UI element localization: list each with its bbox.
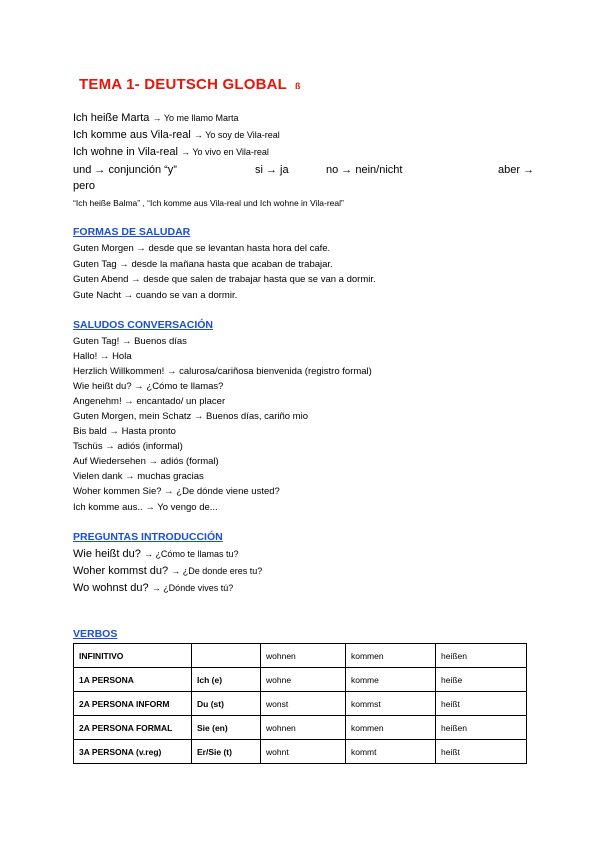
example-line: “Ich heiße Balma” , “Ich komme aus Vila-real und Ich wohne in Vila-real” bbox=[73, 198, 344, 208]
table-cell: wonst bbox=[261, 692, 346, 716]
table-cell: 1A PERSONA bbox=[74, 668, 192, 692]
table-cell: 2A PERSONA FORMAL bbox=[74, 716, 192, 740]
list-item: Auf Wiedersehen → adiós (formal) bbox=[73, 456, 219, 467]
intro-line: Ich heiße Marta → Yo me llamo Marta bbox=[73, 112, 239, 124]
table-row bbox=[74, 692, 527, 716]
table-cell: heißt bbox=[436, 692, 527, 716]
list-item: Wie heißt du? → ¿Cómo te llamas tu? bbox=[73, 548, 239, 560]
table-cell: Du (st) bbox=[192, 692, 261, 716]
list-item: Guten Morgen → desde que se levantan hasta hora del cafe. bbox=[73, 243, 331, 254]
list-item: Guten Tag! → Buenos días bbox=[73, 336, 187, 347]
table-cell: komme bbox=[346, 668, 436, 692]
list-item: Guten Abend → desde que salen de trabajar hasta que se van a dormir. bbox=[73, 274, 376, 285]
list-item: Bis bald → Hasta pronto bbox=[73, 426, 176, 437]
list-item: Woher kommen Sie? → ¿De dónde viene usted? bbox=[73, 486, 280, 497]
table-cell: Sie (en) bbox=[192, 716, 261, 740]
table-row bbox=[74, 668, 527, 692]
list-item: Herzlich Willkommen! → calurosa/cariñosa bienvenida (registro formal) bbox=[73, 366, 372, 377]
intro-line: Ich wohne in Vila-real → Yo vivo en Vila-real bbox=[73, 146, 269, 158]
section-heading-preguntas: PREGUNTAS INTRODUCCIÓN bbox=[73, 531, 223, 543]
table-cell: heißen bbox=[436, 716, 527, 740]
list-item: Ich komme aus.. → Yo vengo de... bbox=[73, 502, 218, 513]
section-heading-saludos: SALUDOS CONVERSACIÓN bbox=[73, 319, 214, 331]
table-cell: kommst bbox=[346, 692, 436, 716]
connector-und: und → conjunción “y” bbox=[73, 164, 177, 176]
list-item: Woher kommst du? → ¿De donde eres tu? bbox=[73, 565, 263, 577]
table-cell: wohnen bbox=[261, 644, 346, 668]
table-cell: wohnt bbox=[261, 740, 346, 764]
table-row bbox=[74, 644, 527, 668]
list-item: Guten Tag → desde la mañana hasta que acaban de trabajar. bbox=[73, 259, 333, 270]
table-cell: heißt bbox=[436, 740, 527, 764]
section-heading-formas: FORMAS DE SALUDAR bbox=[73, 226, 191, 238]
table-cell: kommen bbox=[346, 644, 436, 668]
table-cell: 2A PERSONA INFORM bbox=[74, 692, 192, 716]
table-cell: kommen bbox=[346, 716, 436, 740]
list-item: Hallo! → Hola bbox=[73, 351, 132, 362]
list-item: Wie heißt du? → ¿Cómo te llamas? bbox=[73, 381, 224, 392]
page-title bbox=[79, 76, 301, 93]
list-item: Tschüs → adiós (informal) bbox=[73, 441, 183, 452]
table-cell: wohnen bbox=[261, 716, 346, 740]
table-cell: heiße bbox=[436, 668, 527, 692]
table-cell bbox=[192, 644, 261, 668]
title-symbol: ß bbox=[295, 81, 301, 91]
connector-pero: pero bbox=[73, 180, 96, 192]
list-item: Gute Nacht → cuando se van a dormir. bbox=[73, 290, 238, 301]
section-heading-verbos: VERBOS bbox=[73, 628, 118, 640]
verbs-table bbox=[73, 643, 527, 764]
table-row bbox=[74, 740, 527, 764]
table-cell: heißen bbox=[436, 644, 527, 668]
table-row bbox=[74, 716, 527, 740]
list-item: Guten Morgen, mein Schatz → Buenos días, cariño mio bbox=[73, 411, 308, 422]
table-cell: Er/Sie (t) bbox=[192, 740, 261, 764]
connector-no: no → nein/nicht bbox=[326, 164, 403, 176]
table-cell: Ich (e) bbox=[192, 668, 261, 692]
connector-aber: aber → bbox=[498, 164, 535, 176]
list-item: Angenehm! → encantado/ un placer bbox=[73, 396, 226, 407]
intro-line: Ich komme aus Vila-real → Yo soy de Vila-real bbox=[73, 129, 280, 141]
title-text: TEMA 1- DEUTSCH GLOBAL bbox=[79, 76, 288, 93]
connector-si: si → ja bbox=[255, 164, 289, 176]
table-cell: wohne bbox=[261, 668, 346, 692]
list-item: Vielen dank → muchas gracias bbox=[73, 471, 204, 482]
table-cell: INFINITIVO bbox=[74, 644, 192, 668]
table-cell: 3A PERSONA (v.reg) bbox=[74, 740, 192, 764]
table-cell: kommt bbox=[346, 740, 436, 764]
list-item: Wo wohnst du? → ¿Dónde vives tú? bbox=[73, 582, 234, 594]
